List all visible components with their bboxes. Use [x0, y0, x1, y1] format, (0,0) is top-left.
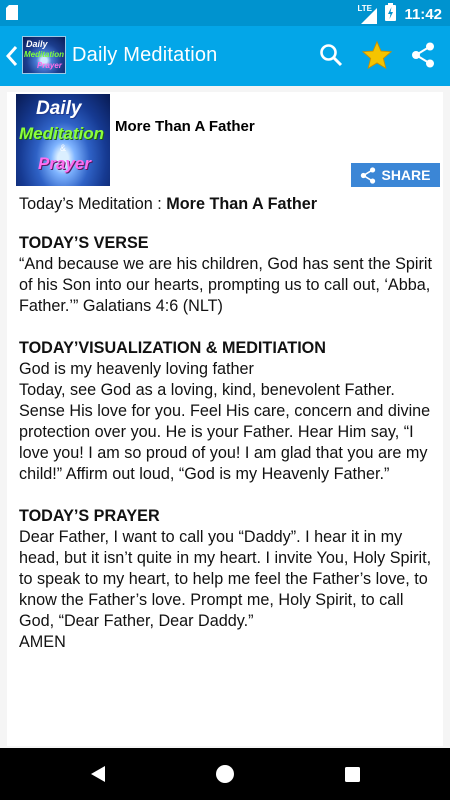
battery-charging-icon [385, 3, 396, 26]
share-icon [411, 42, 435, 68]
verse-text: “And because we are his children, God has sent the Spirit of his Son into our hearts, prompting us to call out, ‘Abba, Father.’” Galatians 4:6 (NLT) [19, 255, 433, 315]
home-circle-icon [215, 764, 235, 784]
app-title: Daily Meditation [72, 44, 218, 66]
prayer-heading: TODAY’S PRAYER [19, 507, 160, 525]
recents-square-icon [344, 766, 361, 783]
back-triangle-icon [90, 765, 106, 783]
share-button[interactable] [351, 163, 440, 187]
visualization-line: God is my heavenly loving father [19, 360, 254, 378]
sd-card-icon [6, 5, 18, 25]
meditation-prefix: Today’s Meditation : [19, 195, 167, 213]
nav-back-button[interactable] [86, 762, 110, 786]
verse-section [19, 233, 439, 317]
verse-heading: TODAY’S VERSE [19, 234, 149, 252]
lte-signal-icon [357, 3, 377, 24]
meditation-header-image [16, 94, 110, 186]
app-logo-text-1: Daily [26, 39, 48, 49]
header-image-text-2: Meditation [19, 124, 104, 143]
network-label: LTE [357, 3, 372, 13]
visualization-section [19, 338, 439, 485]
meditation-body [19, 194, 439, 674]
visualization-text: Today, see God as a loving, kind, benevolent Father. Sense His love for you. Feel His care, concern and divine protection over you. He is your Father. Hear Him say, “I love you! I am so proud of you! I am glad that you are my child!” Affirm out loud, “God is my Heavenly Father.” [19, 381, 431, 483]
share-button-label: SHARE [381, 167, 431, 183]
status-time: 11:42 [404, 6, 442, 23]
back-button[interactable] [2, 38, 22, 74]
header-image-text-1: Daily [36, 98, 82, 119]
search-button[interactable] [316, 38, 346, 72]
prayer-text: Dear Father, I want to call you “Daddy”. I hear it in my head, but it isn’t quite in my heart. I invite You, Holy Spirit, to speak to my heart, to help me feel the Father’s love, to know the Father’s love. Prompt me, Holy Spirit, to call God, “Dear Father, Dear Daddy.” [19, 528, 432, 630]
nav-home-button[interactable] [213, 762, 237, 786]
app-bar [0, 26, 450, 86]
nav-recents-button[interactable] [340, 762, 364, 786]
meditation-title-line [19, 194, 439, 215]
navigation-bar [0, 748, 450, 800]
search-icon [319, 43, 343, 67]
meditation-title: More Than A Father [166, 195, 318, 213]
favorite-button[interactable] [362, 38, 392, 72]
status-bar [0, 0, 450, 26]
prayer-section [19, 506, 439, 653]
header-image-text-4: Prayer [38, 154, 91, 173]
app-logo-text-3: Prayer [37, 61, 62, 70]
header-image-text-3: & [60, 143, 67, 153]
app-logo [22, 36, 66, 74]
chevron-left-icon [6, 45, 18, 67]
visualization-heading: TODAY’VISUALIZATION & MEDITIATION [19, 339, 326, 357]
app-logo-text-2: Meditation [24, 50, 64, 59]
prayer-end: AMEN [19, 633, 66, 651]
share-toolbar-button[interactable] [408, 38, 438, 72]
header-title: More Than A Father [115, 118, 255, 135]
content-card [7, 92, 443, 746]
star-icon [362, 39, 392, 71]
share-icon [360, 167, 376, 184]
